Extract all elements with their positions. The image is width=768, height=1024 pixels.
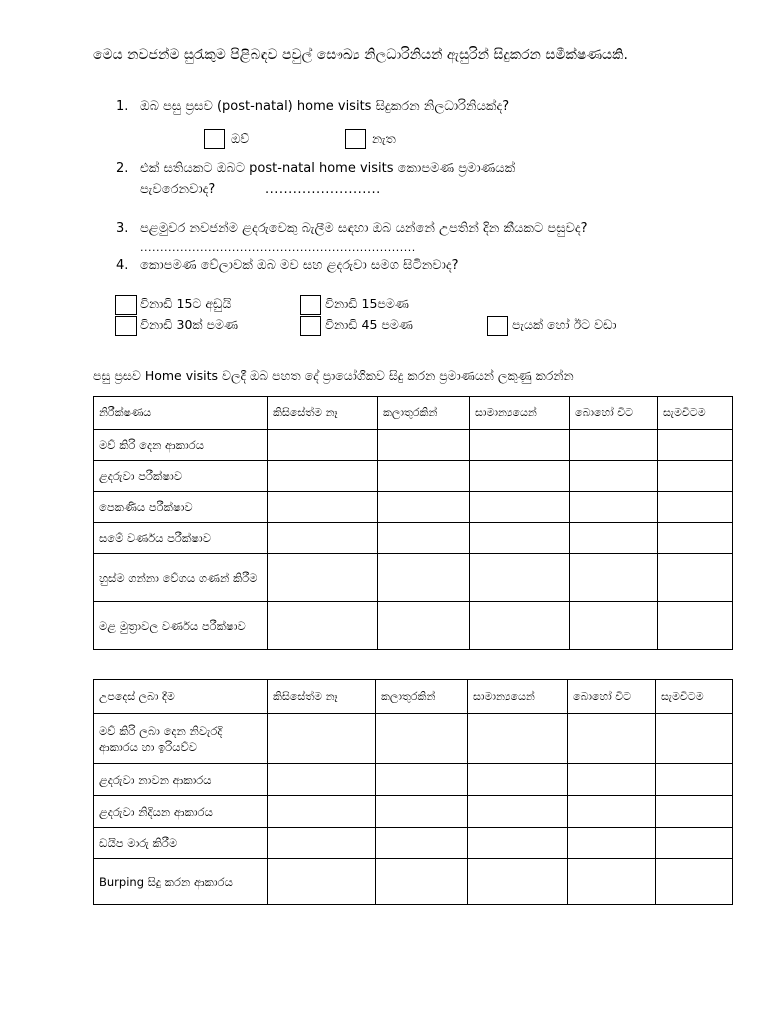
answer-cell[interactable] — [468, 714, 568, 764]
column-header: බොහෝ විට — [570, 397, 658, 430]
row-label: ළදරුවා පරීක්ෂාව — [94, 461, 268, 492]
answer-cell[interactable] — [268, 859, 376, 905]
answer-cell[interactable] — [268, 796, 376, 828]
table-row — [94, 796, 733, 828]
answer-cell[interactable] — [470, 430, 570, 461]
answer-cell[interactable] — [468, 828, 568, 859]
question-number: 1. — [116, 99, 129, 114]
q4-option-checkbox[interactable] — [115, 316, 137, 336]
table-row — [94, 554, 733, 602]
answer-cell[interactable] — [378, 602, 470, 650]
column-header: සැමවිටම — [656, 680, 733, 714]
answer-cell[interactable] — [268, 461, 378, 492]
column-header: සාමාන්‍යයෙන් — [470, 397, 570, 430]
table-row — [94, 714, 733, 764]
answer-cell[interactable] — [570, 430, 658, 461]
survey-intro-title: මෙය නවජන්ම සුරැකුම පිළිබඳව පවුල් සෞඛ්‍ය නිලධාරිනියන් ඇසුරින් සිදුකරන සමීක්ෂණයකි. — [93, 47, 628, 63]
table-row — [94, 602, 733, 650]
column-header: උපදෙස් ලබා දීම — [94, 680, 268, 714]
row-label: ඩයිප මාරු කිරීම — [94, 828, 268, 859]
answer-cell[interactable] — [658, 461, 733, 492]
question-4 — [0, 256, 768, 276]
q1-no-label: නැත — [372, 131, 396, 146]
answer-cell[interactable] — [268, 523, 378, 554]
answer-cell[interactable] — [378, 430, 470, 461]
answer-cell[interactable] — [378, 492, 470, 523]
row-label: මළ මුත්‍රාවල වර්ණය පරීක්ෂාව — [94, 602, 268, 650]
answer-cell[interactable] — [656, 764, 733, 796]
row-label: ළදරුවා නිදියන ආකාරය — [94, 796, 268, 828]
answer-cell[interactable] — [468, 796, 568, 828]
table-row — [94, 828, 733, 859]
q1-no-checkbox[interactable] — [345, 129, 366, 149]
section-heading: පසු ප්‍රසව Home visits වලදී ඔබ පහත දේ ප්‍රායෝගිකව සිදු කරන ප්‍රමාණයන් ලකුණු කරන්න — [93, 368, 574, 383]
answer-cell[interactable] — [376, 796, 468, 828]
table-row — [94, 859, 733, 905]
answer-cell[interactable] — [470, 523, 570, 554]
q4-option-checkbox[interactable] — [115, 295, 137, 315]
question-2 — [0, 159, 768, 201]
column-header: සාමාන්‍යයෙන් — [468, 680, 568, 714]
answer-cell[interactable] — [470, 602, 570, 650]
answer-cell[interactable] — [656, 714, 733, 764]
observation-table — [93, 396, 733, 650]
answer-cell[interactable] — [268, 602, 378, 650]
answer-cell[interactable] — [570, 554, 658, 602]
q4-option-label: විනාඩි 45 පමණ — [325, 317, 413, 332]
table-row — [94, 523, 733, 554]
table-header-row — [94, 680, 733, 714]
answer-cell[interactable] — [470, 461, 570, 492]
row-label: මව් කිරි ලබා දෙන නිවැරදි ආකාරය හා ඉරියව්ව — [94, 714, 268, 764]
q1-yes-label: ඔව් — [231, 131, 250, 146]
answer-cell[interactable] — [658, 523, 733, 554]
row-label: සමේ වර්ණය පරීක්ෂාව — [94, 523, 268, 554]
answer-cell[interactable] — [468, 764, 568, 796]
table-header-row — [94, 397, 733, 430]
column-header: සැමවිටම — [658, 397, 733, 430]
question-text-continued: පැවරෙනවාද? — [140, 182, 216, 197]
answer-cell[interactable] — [568, 764, 656, 796]
answer-cell[interactable] — [376, 714, 468, 764]
answer-cell[interactable] — [470, 492, 570, 523]
answer-cell[interactable] — [376, 764, 468, 796]
q4-option-label: විනාඩි 15ට අඩුයි — [140, 296, 232, 311]
answer-cell[interactable] — [656, 828, 733, 859]
column-header: කිසිසේත්ම නෑ — [268, 397, 378, 430]
question-1 — [0, 97, 768, 117]
table-row — [94, 492, 733, 523]
answer-cell[interactable] — [268, 554, 378, 602]
question-text: පළමුවර නවජන්ම ළදරුවෙකු බැලීම සඳහා ඔබ යන්නේ උපතින් දින කීයකට පසුවද? — [140, 221, 588, 236]
question-text: ඔබ පසු ප්‍රසව (post-natal) home visits සිදුකරන නිලධාරිනියක්ද? — [140, 99, 510, 114]
column-header: කලාතුරකින් — [378, 397, 470, 430]
row-label: හුස්ම ගන්නා වේගය ගණන් කිරීම — [94, 554, 268, 602]
answer-cell[interactable] — [376, 828, 468, 859]
answer-cell[interactable] — [378, 461, 470, 492]
answer-cell[interactable] — [570, 492, 658, 523]
answer-cell[interactable] — [268, 714, 376, 764]
answer-cell[interactable] — [570, 461, 658, 492]
column-header: බොහෝ විට — [568, 680, 656, 714]
row-label: පෙකණිය පරීක්ෂාව — [94, 492, 268, 523]
table-row — [94, 461, 733, 492]
answer-cell[interactable] — [268, 828, 376, 859]
answer-cell[interactable] — [656, 796, 733, 828]
question-3 — [0, 219, 768, 261]
question-number: 4. — [116, 258, 129, 273]
q1-yes-checkbox[interactable] — [204, 129, 225, 149]
answer-cell[interactable] — [658, 430, 733, 461]
answer-cell[interactable] — [568, 859, 656, 905]
advice-table — [93, 679, 733, 905]
table-row — [94, 764, 733, 796]
q4-option-checkbox[interactable] — [487, 316, 508, 336]
answer-cell[interactable] — [468, 859, 568, 905]
answer-blank[interactable]: ......................... — [265, 182, 381, 197]
question-number: 2. — [116, 161, 129, 176]
q4-option-checkbox[interactable] — [300, 316, 321, 336]
answer-cell[interactable] — [568, 828, 656, 859]
row-label: මව් කිරි දෙන ආකාරය — [94, 430, 268, 461]
answer-cell[interactable] — [268, 764, 376, 796]
q4-option-label: විනාඩි 30ක් පමණ — [140, 317, 239, 332]
answer-cell[interactable] — [658, 492, 733, 523]
column-header: කලාතුරකින් — [376, 680, 468, 714]
q4-option-label: පැයක් හෝ ඊට වඩා — [512, 317, 617, 332]
question-number: 3. — [116, 221, 129, 236]
answer-cell[interactable] — [658, 554, 733, 602]
q4-option-checkbox[interactable] — [300, 295, 321, 315]
answer-cell[interactable] — [568, 796, 656, 828]
answer-cell[interactable] — [378, 554, 470, 602]
column-header: කිසිසේත්ම නෑ — [268, 680, 376, 714]
question-text: කොපමණ වේලාවක් ඔබ මව සහ ළදරුවා සමග සිටිනවාද? — [140, 258, 459, 273]
answer-cell[interactable] — [470, 554, 570, 602]
answer-cell[interactable] — [656, 859, 733, 905]
column-header: නිරීක්ෂණය — [94, 397, 268, 430]
q4-option-label: විනාඩි 15පමණ — [325, 296, 409, 311]
answer-cell[interactable] — [376, 859, 468, 905]
row-label: ළදරුවා නාවන ආකාරය — [94, 764, 268, 796]
question-text: එක් සතියකට ඔබට post-natal home visits කොපමණ ප්‍රමාණයක් — [140, 161, 516, 176]
answer-blank[interactable]: ..................................................................... — [140, 241, 416, 254]
answer-cell[interactable] — [570, 602, 658, 650]
row-label: Burping සිදු කරන ආකාරය — [94, 859, 268, 905]
answer-cell[interactable] — [568, 714, 656, 764]
answer-cell[interactable] — [570, 523, 658, 554]
answer-cell[interactable] — [268, 430, 378, 461]
table-row — [94, 430, 733, 461]
answer-cell[interactable] — [378, 523, 470, 554]
answer-cell[interactable] — [658, 602, 733, 650]
answer-cell[interactable] — [268, 492, 378, 523]
